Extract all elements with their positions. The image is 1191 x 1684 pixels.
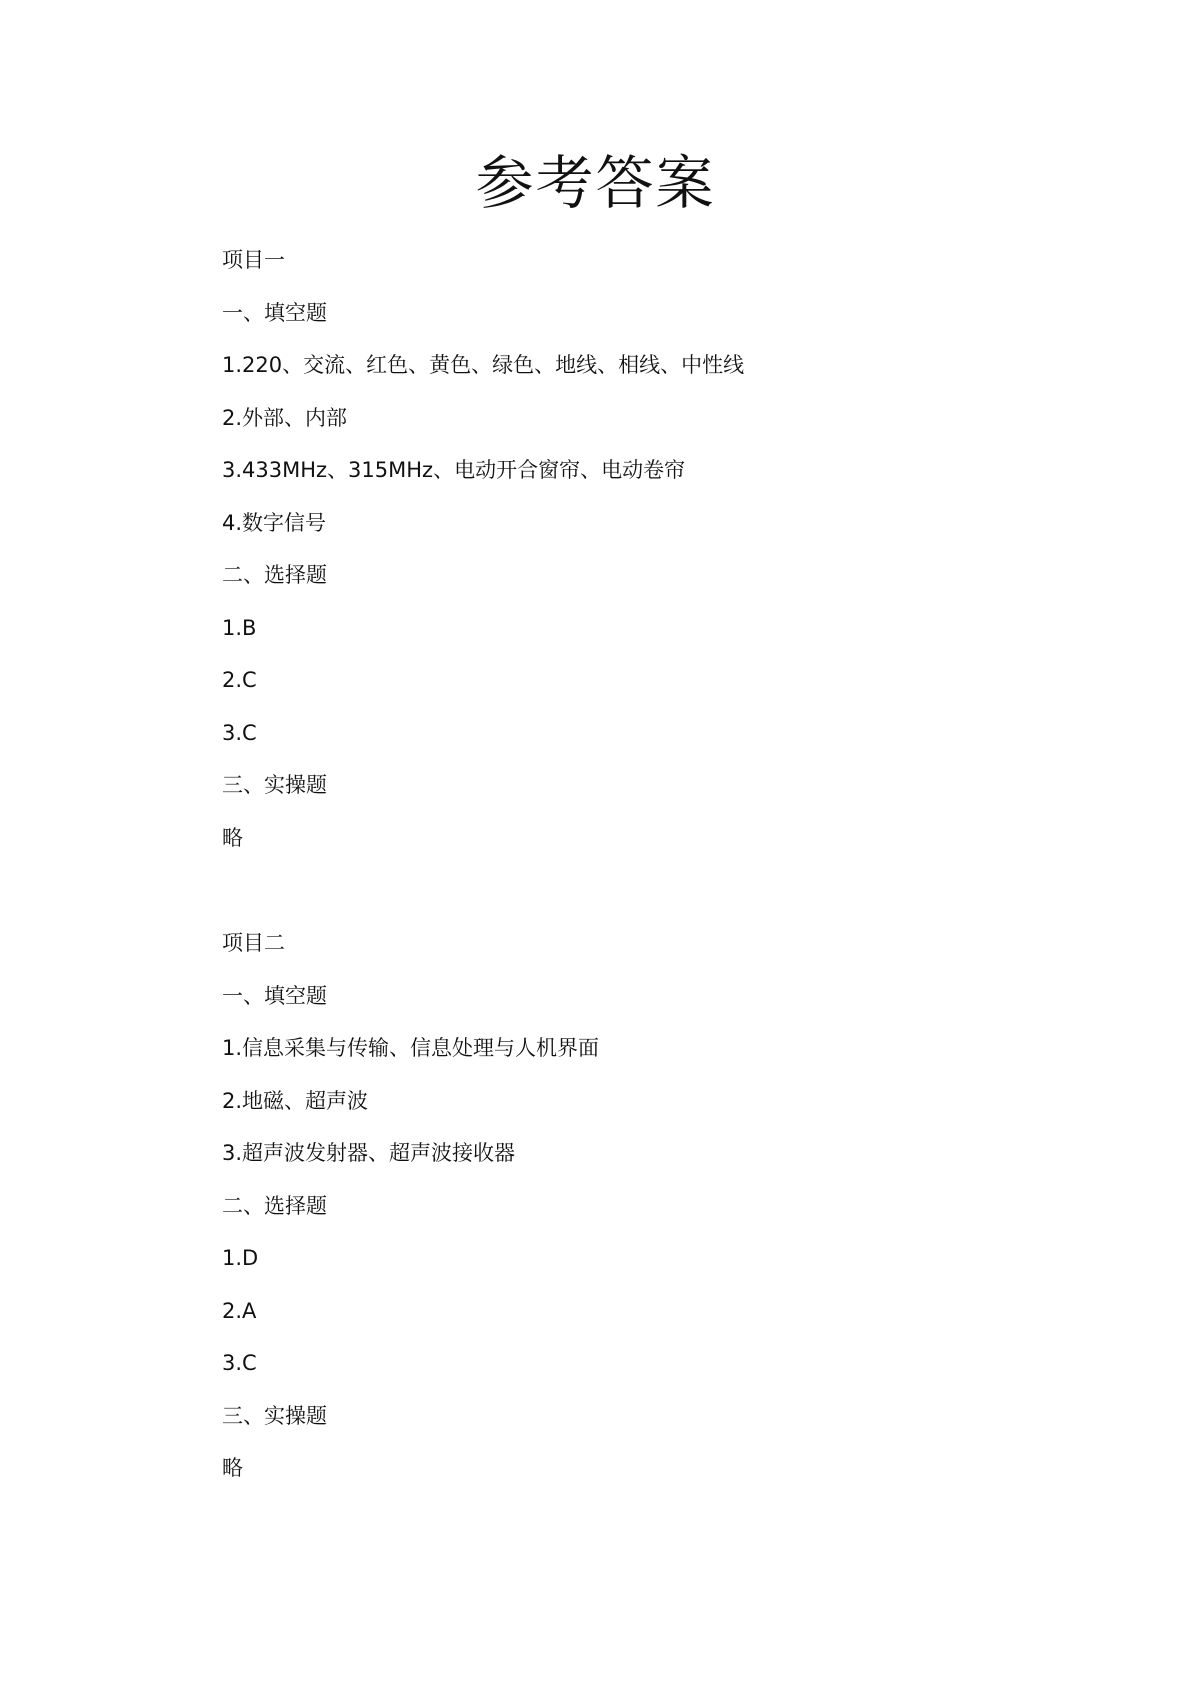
project-1-heading: 项目一 — [222, 248, 285, 272]
project-1-fill-answer-3: 3.433MHz、315MHz、电动开合窗帘、电动卷帘 — [222, 458, 686, 482]
project-2-heading: 项目二 — [222, 931, 285, 955]
project-1-fill-answer-4: 4.数字信号 — [222, 510, 327, 535]
project-2-choice-answer-2: 2.A — [222, 1298, 257, 1323]
project-1-practice-section: 三、实操题 — [222, 773, 327, 797]
project-1-fill-answer-2: 2.外部、内部 — [222, 405, 348, 430]
project-divider-space — [222, 876, 982, 929]
project-2-choice-answer-1: 1.D — [222, 1246, 259, 1270]
project-2-choice-section: 二、选择题 — [222, 1193, 327, 1218]
project-1-fill-section: 一、填空题 — [222, 300, 327, 325]
project-2-fill-section: 一、填空题 — [222, 983, 327, 1008]
project-2-practice-section: 三、实操题 — [222, 1403, 327, 1428]
project-1-choice-section: 二、选择题 — [222, 563, 327, 587]
project-2-fill-answer-2: 2.地磁、超声波 — [222, 1088, 369, 1113]
project-2-fill-answer-1: 1.信息采集与传输、信息处理与人机界面 — [222, 1036, 600, 1060]
project-2-fill-answer-3: 3.超声波发射器、超声波接收器 — [222, 1141, 516, 1165]
project-1-practice-answer: 略 — [222, 825, 243, 850]
project-1-fill-answer-1: 1.220、交流、红色、黄色、绿色、地线、相线、中性线 — [222, 353, 745, 377]
project-1-choice-answer-1: 1.B — [222, 615, 257, 640]
answer-content — [222, 246, 982, 1507]
project-1-choice-answer-3: 3.C — [222, 720, 257, 745]
page-title: 参考答案 — [475, 149, 716, 217]
project-1-choice-answer-2: 2.C — [222, 668, 257, 692]
project-2-practice-answer: 略 — [222, 1456, 243, 1480]
project-2-choice-answer-3: 3.C — [222, 1351, 257, 1375]
